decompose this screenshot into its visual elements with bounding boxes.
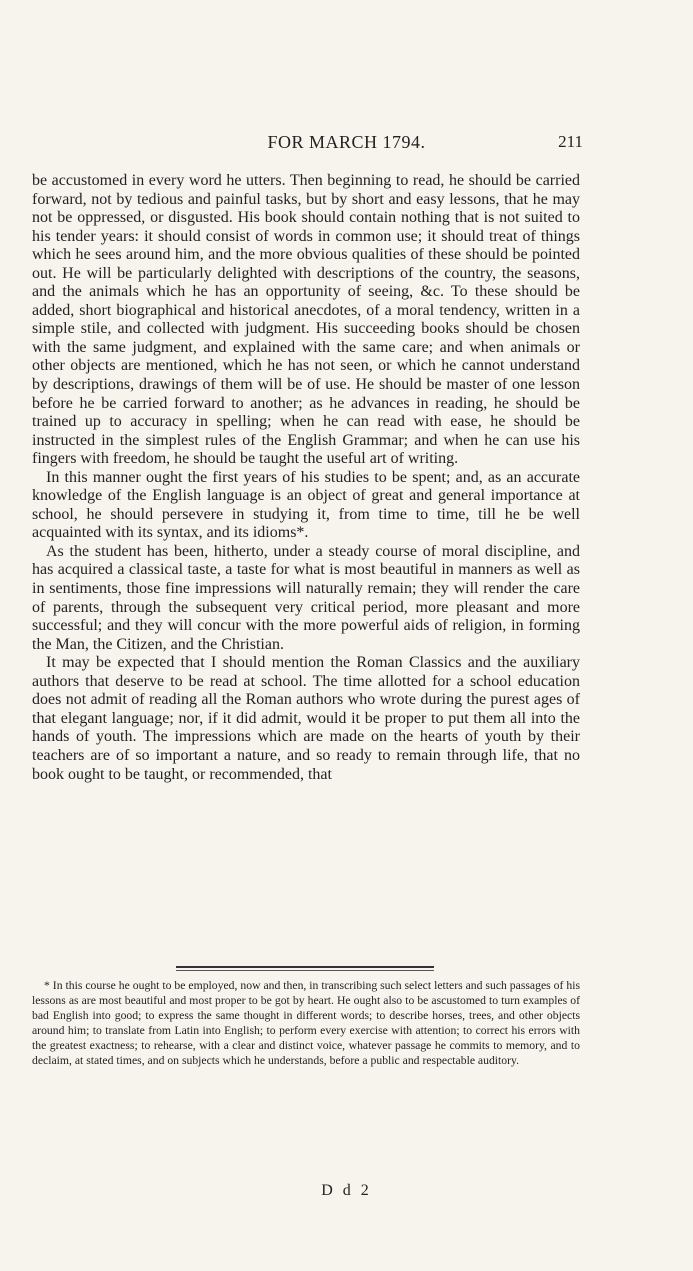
page-number: 211 xyxy=(558,132,583,151)
signature-mark: D d 2 xyxy=(321,1182,372,1199)
footnote-divider xyxy=(176,966,434,971)
running-head: FOR MARCH 1794. xyxy=(267,132,426,152)
paragraph-1: be accustomed in every word he utters. Then beginning to read, he should be carried forward, not by tedious and painful tasks, but by short and easy lessons, that he may not be oppressed, or disgusted. His book should contain nothing that is not suited to his tender years: it should consist of words in common use; it should treat of things which he sees around him, and the more obvious qualities of these should be pointed out. He will be particularly delighted with descriptions of the country, the seasons, and the animals which he has an opportunity of seeing, &c. To these should be added, short biographical and historical anecdotes, of a moral tendency, written in a simple stile, and collected with judgment. His succeeding books should be chosen with the same judgment, and explained with the same care; and when animals or other objects are mentioned, which he has not seen, or which he cannot understand by descriptions, drawings of them will be of use. He should be master of one lesson before he be carried forward to another; as he advances in reading, he should be trained up to accuracy in spelling; when he can read with ease, he should be instructed in the simplest rules of the English Grammar; and when he can use his fingers with freedom, he should be taught the useful art of writing. xyxy=(32,172,580,468)
footnote: * In this course he ought to be employed, now and then, in transcribing such select letters and such passages of his lessons as are most beautiful and most proper to be got by heart. He ought also to be ascustomed to turn examples of bad English into good; to express the same thought in different words; to describe horses, trees, and other objects around him; to translate from Latin into English; to perform every exercise with attention; to correct his errors with the greatest exactness; to rehearse, with a clear and distinct voice, whatever passage he commits to memory, and to declaim, at stated times, and on subjects which he understands, before a public and respectable auditory. xyxy=(32,979,580,1067)
paragraph-2: In this manner ought the first years of his studies to be spent; and, as an accurate knowledge of the English language is an object of great and general importance at school, he should persevere in studying it, from time to time, till he be well acquainted with its syntax, and its idioms*. xyxy=(32,468,580,542)
body-text xyxy=(32,172,580,784)
paragraph-3: As the student has been, hitherto, under a steady course of moral discipline, and has acquired a classical taste, a taste for what is most beautiful in manners as well as in sentiments, those fine impressions will naturally remain; they will render the care of parents, through the subsequent very critical period, more pleasant and more successful; and they will concur with the more powerful aids of religion, in forming the Man, the Citizen, and the Christian. xyxy=(32,542,580,653)
paragraph-4: It may be expected that I should mention the Roman Classics and the auxiliary authors that deserve to be read at school. The time allotted for a school education does not admit of reading all the Roman authors who wrote during the purest ages of that elegant language; nor, if it did admit, would it be proper to put them all into the hands of youth. The impressions which are made on the hearts of youth by their teachers are of so important a nature, and so ready to remain through life, that no book ought to be taught, or recommended, that xyxy=(32,654,580,783)
page-header xyxy=(0,132,693,156)
